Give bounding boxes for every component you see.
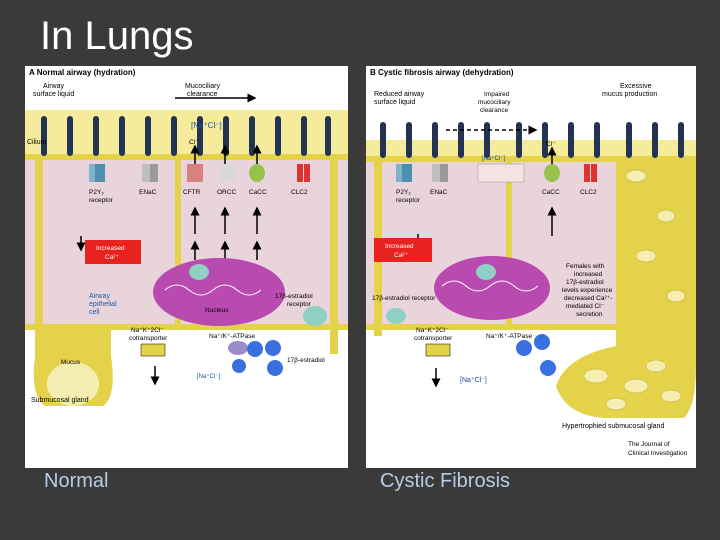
cftr-label: CFTR: [183, 189, 201, 196]
females-note-7: secretion: [576, 311, 603, 318]
impaired-label-1: Impaired: [484, 91, 510, 98]
clc2-label: CLC2: [291, 189, 308, 196]
ca-label-1: Increased: [96, 245, 125, 252]
panel-a-heading: A Normal airway (hydration): [29, 68, 136, 77]
ca-label-2: Ca²⁺: [105, 254, 119, 261]
cf-cacc-label: CaCC: [542, 189, 560, 196]
p2y2-label-2: receptor: [89, 197, 113, 204]
orcc-label: ORCC: [217, 189, 237, 196]
journal-label-2: Clinical Investigation: [628, 450, 688, 457]
cf-p2y2-label-2: receptor: [396, 197, 420, 204]
asl-label-2: surface liquid: [33, 91, 75, 98]
cf-nacl-small-label: [Na⁺Cl⁻]: [460, 377, 487, 384]
hypertrophied-gland-label: Hypertrophied submucosal gland: [562, 423, 665, 430]
atpase-label: Na⁺/K⁺-ATPase: [209, 333, 256, 340]
cf-cotransporter-label-2: cotransporter: [414, 335, 453, 342]
cf-atpase-label: Na⁺/K⁺-ATPase: [486, 333, 533, 340]
cf-estradiol-receptor-label: 17β-estradiol receptor: [372, 295, 436, 302]
mucociliary-label-2: clearance: [187, 91, 218, 98]
females-note-3: 17β-estradiol: [566, 279, 604, 286]
caption-cystic-fibrosis: Cystic Fibrosis: [380, 470, 511, 492]
mucociliary-label-1: Mucociliary: [185, 83, 221, 90]
cf-nacl-label: [Na⁺Cl⁻]: [482, 156, 506, 162]
p2y2-label-1: P2Y₂: [89, 189, 104, 196]
nucleus-label: Nucleus: [205, 307, 229, 314]
impaired-label-2: mucociliary: [478, 99, 511, 106]
cf-p2y2-label-1: P2Y₂: [396, 189, 411, 196]
cf-cl-label: Cl⁻: [546, 141, 556, 148]
females-note-2: increased: [574, 271, 603, 278]
atpase: [228, 341, 248, 355]
females-note-5: decreased Ca²⁺-: [564, 295, 613, 302]
cf-ion-dots: [516, 334, 556, 376]
cf-airway-panel: [366, 66, 696, 468]
cf-ca-label-2: Ca²⁺: [394, 252, 408, 259]
females-note-4: levels experience: [562, 287, 613, 294]
estradiol-receptor-label-1: 17β-estradiol: [275, 293, 313, 300]
nacl-label: [Na⁺Cl⁻]: [191, 121, 222, 130]
epithelial-label-3: cell: [89, 309, 100, 316]
airway-surface-liquid: [25, 110, 348, 156]
excessive-mucus-label-1: Excessive: [620, 83, 652, 90]
epithelial-label-1: Airway: [89, 293, 111, 300]
reduced-asl: [366, 140, 696, 158]
cotransporter: [141, 344, 165, 356]
nacl-small-label: [Na⁺Cl⁻]: [197, 374, 221, 380]
asl-label-1: Airway: [43, 83, 65, 90]
cf-cotransporter: [426, 344, 450, 356]
normal-airway-diagram: [25, 66, 348, 468]
submucosal-gland-label: Submucosal gland: [31, 397, 89, 404]
excessive-mucus-label-2: mucus production: [602, 91, 658, 98]
impaired-label-3: clearance: [480, 107, 509, 114]
females-note-6: mediated Cl⁻: [566, 303, 605, 310]
cf-clc2-label: CLC2: [580, 189, 597, 196]
cf-airway-diagram: [366, 66, 696, 468]
cl-label: Cl⁻: [189, 139, 199, 146]
females-note-1: Females with: [566, 263, 605, 270]
estradiol-receptor-label-2: receptor: [287, 301, 311, 308]
journal-label-1: The Journal of: [628, 441, 670, 448]
enac-label: ENaC: [139, 189, 157, 196]
cilium-label: Cilium: [27, 139, 47, 146]
cf-ca-label-1: Increased: [385, 243, 414, 250]
epithelial-label-2: epithelial: [89, 301, 117, 308]
reduced-asl-label-2: surface liquid: [374, 99, 416, 106]
caption-normal: Normal: [44, 470, 109, 492]
panel-b-heading: B Cystic fibrosis airway (dehydration): [370, 68, 514, 77]
cf-enac-label: ENaC: [430, 189, 448, 196]
nucleus: [153, 258, 285, 326]
cotransporter-label-2: cotransporter: [129, 335, 168, 342]
cacc-label: CaCC: [249, 189, 267, 196]
slide-title: In Lungs: [40, 14, 194, 58]
cotransporter-label-1: Na⁺K⁺2Cl⁻: [131, 327, 164, 334]
cf-cotransporter-label-1: Na⁺K⁺2Cl⁻: [416, 327, 449, 334]
estradiol-label: 17β-estradiol: [287, 357, 325, 364]
normal-airway-panel: [25, 66, 348, 468]
reduced-asl-label-1: Reduced airway: [374, 91, 425, 98]
mucus-label: Mucus: [61, 359, 81, 366]
